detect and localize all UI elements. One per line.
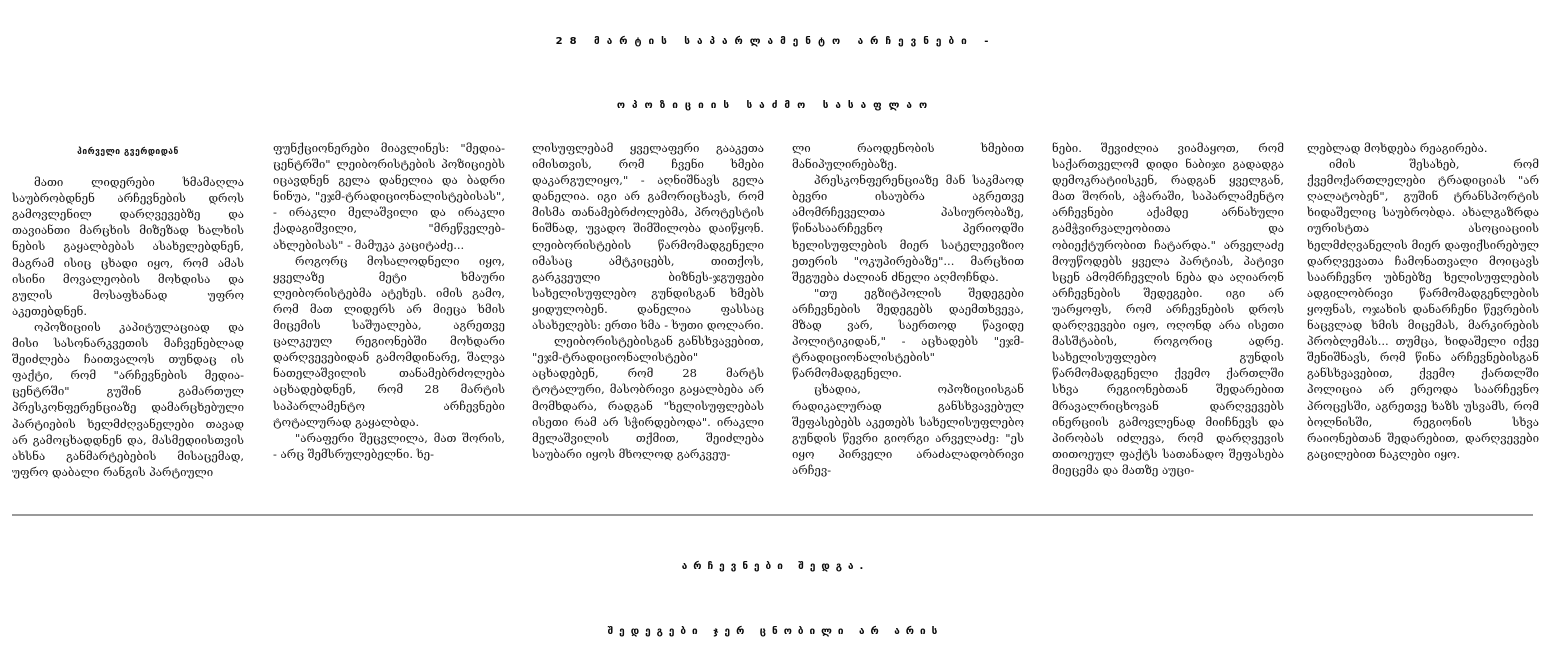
paragraph: პრესკონფერენციაზე მან საკმაოდ ბევრი ისაუბრა აგრეთვე ამომრჩეველთა პასიურობაზე, წინასაარჩევნო პერიოდში ხელისუფლების მიერ სატელევიზიო ეთერის "ოკუპირებაზე"... მარცხით შეგუება ძალიან ძნელი აღმოჩნდა. bbox=[792, 173, 1024, 284]
paragraph: ფუნქციონერები მიავლინეს: "მედია-ცენტრში" ლეიბორისტების პოზიციებს იცავდნენ გელა დანელია და ბადრი ნინუა, "ეჯმ-ტრადიციონალისტებისას", - ირაკლი მელაშვილი და ირაკლი ქადაგიშვილი, "მრეწველებ-ახლებისას" - მამუკა კაციტაძე... bbox=[273, 141, 505, 252]
headline-top-line-1: 28 მარტის საპარლამენტო არჩევნები - bbox=[555, 36, 996, 47]
paragraph: მათი ლიდერები ხმამაღლა საუბრობდნენ არჩევნების დროს გამოვლენილ დარღვევებზე და თავიანთი მარცხის მიზეზად ხალხის ნების გაყალბებას ასახელებდნენ, მაგრამ ისიც ცხადი იყო, რომ ამას ისინი მოვალეობის მოხდისა და გულის მოსაფხანად უფრო აკეთებდნენ. bbox=[12, 175, 244, 318]
article-column-4 bbox=[792, 140, 1024, 503]
article-column-1 bbox=[12, 140, 244, 503]
headline-bottom-line-1: არჩევნები შედგა. bbox=[681, 561, 870, 572]
paragraph: ლებლად მოხდება რეაგირება. bbox=[1307, 141, 1488, 155]
paragraph: ლი რაოდენობის ხმებით მანიპულირებაზე. bbox=[792, 141, 1024, 172]
paragraph: როგორც მოსალოდნელი იყო, ყველაზე მეტი ხმაური ლეიბორისტებმა ატეხეს. იმის გამო, რომ მათ ლიდერს არ მიეცა ხმის მიცემის საშუალება, აგრეთვე ცალკეულ რეგიონებში მოხდარი დარღვევებიდან გამომდინარე, შალვა ნათელაშვილის თანამებრძოლება აცხადებდნენ, რომ 28 მარტის საპარლამენტო არჩევნები ტოტალურად გაყალბდა. bbox=[273, 253, 505, 429]
article-columns bbox=[12, 140, 1539, 503]
article-column-3 bbox=[532, 140, 764, 503]
paragraph: "თუ ეგზიტპოლის შედეგები არჩევნების შედეგებს დაემთხვევა, მზად ვარ, საერთოდ წავიდე პოლიტიკიდან," - აცხადებს "ეჯმ-ტრადიციონალისტების" წარმომადგენელი. bbox=[792, 285, 1024, 381]
article-column-6 bbox=[1307, 140, 1539, 503]
article-column-2 bbox=[273, 140, 505, 503]
paragraph: ლეიბორისტებისგან განსხვავებით, "ეჯმ-ტრადიციონალისტები" აცხადებენ, რომ 28 მარტს ტოტალური, მასობრივი გაყალბება არ მომხდარა, რადგან "ხელისუფლებას ისეთი რამ არ სჭირდებოდა". ირაკლი მელაშვილის თქმით, შეიძლება საუბარი იყოს მხოლოდ გარკვეუ- bbox=[532, 334, 764, 461]
paragraph: "არაფერი შეცვლილა, მათ შორის, - არც შემსრულებელნი. ხე- bbox=[273, 430, 505, 461]
paragraph: ოპოზიციის კაპიტულაციად და მისი სასონარკვეთის მაჩვენებლად შეიძლება ჩაითვალოს თუნდაც ის ფაქტი, რომ "არჩევნების მედია-ცენტრში" გუშინ გამართულ პრესკონფერენციაზე დამარცხებული პარტიების ხელმძღვანელები თავად არ გამოცხადდნენ და, მასმედიისთვის ახსნა განმარტებების მისაცემად, უფრო დაბალი რანგის პარტიული bbox=[12, 319, 244, 479]
paragraph: იმის შესახებ, რომ ქვემოქართლელები ტრადიციას "არ ღალატობენ", გუშინ ტრანსპორტის ხიდაშელიც საუბრობდა. ახალგაზრდა იურისტთა ასოციაციის ხელმძღვანელის მიერ დაფიქსირებულ დარღვევათა ჩამონათვალი მოიცავს საარჩევნო უბნებზე ხელისუფლების ადგილობრივი წარმომადგენლების ყოფნას, ოჯახის დანარჩენი წევრების ნაცვლად ხმის მიცემას, მარკირების პრობლემას... თუმცა, ხიდაშელი იქვე შენიშნავს, რომ წინა არჩევნებისგან განსხვავებით, ქვემო ქართლში პოლიცია არ ერეოდა საარჩევნო პროცესში, აგრეთვე ხაზს უსვამს, რომ ბოლნისში, რეგიონის სხვა რაიონებთან შედარებით, დარღვევები გაცილებით ნაკლები იყო. bbox=[1307, 157, 1539, 461]
paragraph: ნები. შევიძლია ვიამაყოთ, რომ საქართველომ დიდი ნაბიჯი გადადგა დემოკრატიისკენ, რადგან ყველგან, მათ შორის, აჭარაში, საპარლამენტო არჩევნები აქამდე არნახული გამჭვირვალეობითა და ობიექტურობით ჩატარდა." არველაძე მოუწოდებს ყველა პარტიას, პატივი სცენ ამომრჩევლის ნება და აღიარონ არჩევნების შედეგები. იგი არ უარყოფს, რომ არჩევნების დროს დარღვევები იყო, ოღონდ არა ისეთი მასშტაბის, როგორიც ადრე. სახელისუფლებო გუნდის წარმომადგენელი ქვემო ქართლში სხვა რეგიონებთან შედარებით მრავალრიცხოვან დარღვევებს ინერციის გამოვლენად მიიჩნევს და პირობას იძლევა, რომ დარღვევის თითოეულ ფაქტს სათანადო შეფასება მიეცემა და მათზე აუცი- bbox=[1052, 141, 1284, 477]
section-divider bbox=[12, 514, 1533, 516]
byline: პირველი გვერდიდან bbox=[77, 147, 179, 157]
headline-top-line-2: ოპოზიციის საძმო სასაფლაო bbox=[616, 100, 935, 111]
headline-bottom-line-2: შედეგები ჯერ ცნობილი არ არის bbox=[607, 626, 944, 637]
paragraph: ცხადია, ოპოზიციისგან რადიკალურად განსხვავებულ შეფასებებს აკეთებს სახელისუფლებო გუნდის წევრი გიორგი არველაძე: "ეს იყო პირველი არაძალადობრივი არჩევ- bbox=[792, 382, 1024, 477]
paragraph: ლისუფლებამ ყველაფერი გააკეთა იმისთვის, რომ ჩვენი ხმები დაკარგულიყო," - აღნიშნავს გელა დანელია. იგი არ გამორიცხავს, რომ მისმა თანამებრძოლებმა, პროტესტის ნიშნად, უვადო შიმშილობა დაიწყონ. ლეიბორისტების წარმომადგენელი იმასაც ამტკიცებს, თითქოს, გარკვეული ბიზნეს-ჯგუფები სახელისუფლებო გუნდისგან ხმებს ყიდულობენ. დანელია ფასსაც ასახელებს: ერთი ხმა - ხუთი დოლარი. bbox=[532, 141, 764, 333]
article-column-5 bbox=[1052, 140, 1284, 503]
